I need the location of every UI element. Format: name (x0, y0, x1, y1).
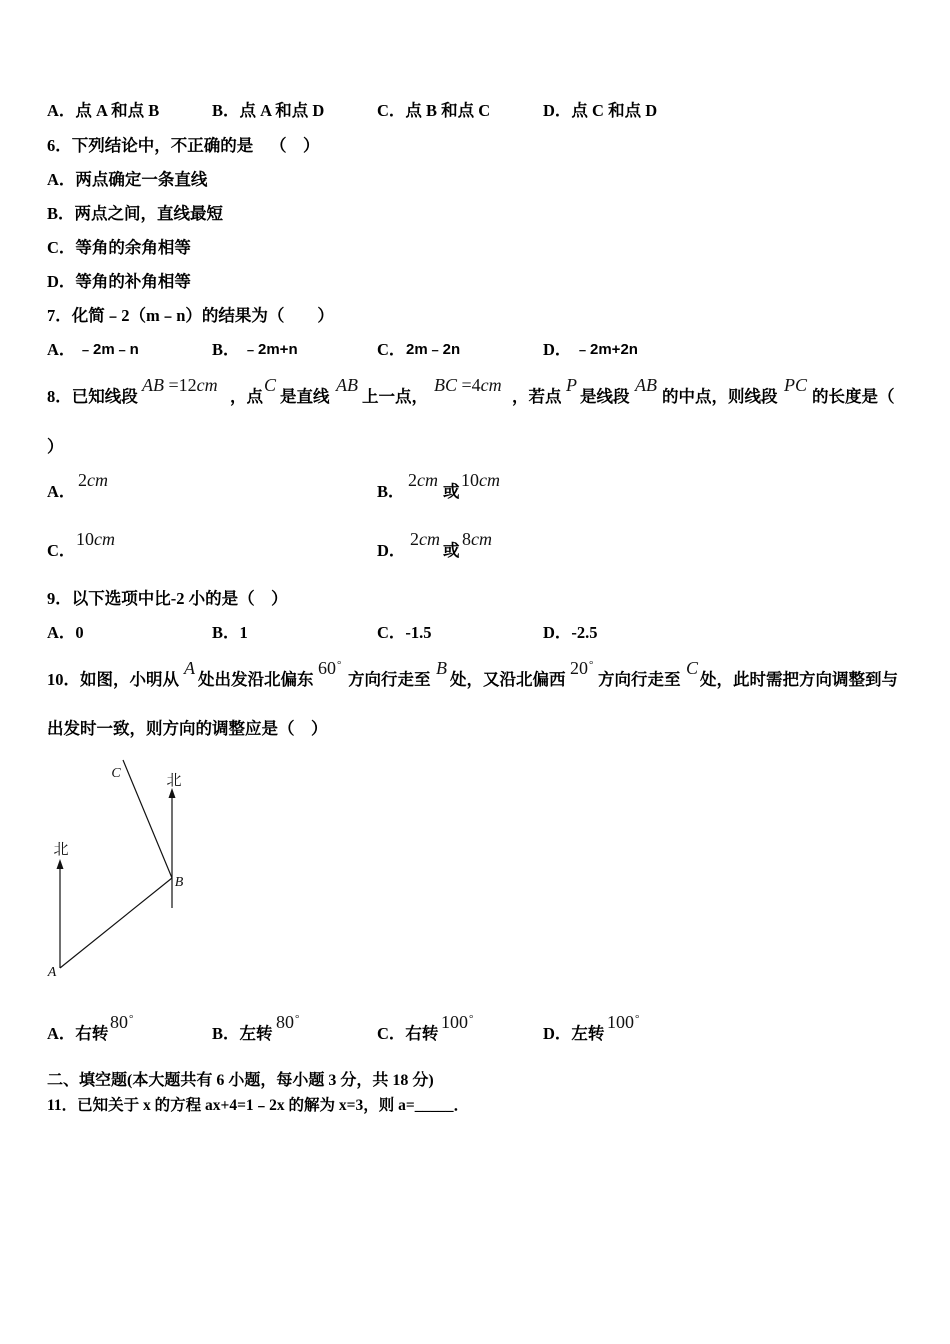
q7-option-c-label: C． (377, 340, 406, 359)
q8-stem-text: 的中点，则线段 (662, 387, 778, 406)
option-label: D． (543, 1024, 572, 1043)
math-run: 10 (76, 529, 94, 549)
option-label: A． (47, 170, 76, 189)
q10-math-point-a (184, 658, 195, 678)
q7-option-a-label: A． (47, 340, 76, 359)
q8-options-row-2 (0, 529, 950, 561)
q10-option-b (212, 1024, 273, 1044)
option-label: B． (47, 204, 75, 223)
q7-stem-row (0, 306, 950, 326)
q6-answer-bracket: （ ） (270, 136, 320, 155)
q10-math-point-b (436, 658, 447, 678)
q10-stem-row-1 (0, 658, 950, 690)
option-text: 点 A 和点 B (75, 101, 160, 120)
q8-option-a-label: A． (47, 482, 76, 501)
q9-option-c (377, 623, 432, 643)
math-run: cm (479, 470, 500, 490)
point-b-label: B (174, 875, 184, 890)
math-run: AB (142, 375, 169, 395)
option-text: 右转 (405, 1024, 439, 1043)
north-label-at-b: 北 (166, 773, 182, 789)
q6-stem: 6．下列结论中，不正确的是 (47, 136, 254, 155)
q8-math-segment-ab (635, 375, 657, 395)
q10-stem-text: 10．如图，小明从 (47, 670, 179, 689)
math-run: 2 (410, 529, 419, 549)
math-run: AB (635, 375, 657, 395)
q10-stem-row-2 (0, 719, 950, 739)
q10-stem-line2: 出发时一致，则方向的调整应是（ ） (47, 719, 328, 738)
north-label-at-a: 北 (53, 842, 69, 858)
option-text: 点 A 和点 D (239, 101, 325, 120)
option-label: B． (212, 1024, 240, 1043)
section2-heading: 二、填空题(本大题共有 6 小题，每小题 3 分，共 18 分) (47, 1072, 434, 1089)
math-run: =4 (461, 375, 481, 395)
q10-stem-text: 处出发沿北偏东 (198, 670, 314, 689)
q6-option-c (47, 238, 191, 258)
option-text: 点 B 和点 C (405, 101, 491, 120)
q8-option-b-value (408, 470, 438, 490)
degree-sign: ° (337, 659, 342, 671)
degree-sign: ° (469, 1013, 474, 1025)
math-run: 2 (408, 470, 417, 490)
q9-option-d (543, 623, 598, 643)
math-run: cm (480, 375, 502, 395)
option-text: 右转 (75, 1024, 109, 1043)
math-run: cm (471, 529, 492, 549)
degree-sign: ° (589, 659, 594, 671)
q7-option-a-text: ﹣2m﹣n (78, 341, 139, 358)
q8-option-d-connector: 或 (443, 541, 460, 560)
option-text: 0 (75, 623, 84, 642)
q10-option-c (377, 1024, 438, 1044)
q9-stem-row (0, 589, 950, 609)
q6-option-c-row (0, 238, 950, 258)
q6-option-a (47, 170, 207, 190)
q8-stem-text: ，点 (230, 387, 263, 406)
q10-math-angle-20 (570, 658, 593, 678)
math-run: BC (434, 375, 462, 395)
option-text: 点 C 和点 D (571, 101, 658, 120)
option-label: B． (212, 101, 240, 120)
q6-option-b (47, 204, 223, 224)
q10-option-a-angle (110, 1012, 133, 1032)
q7-option-d-label: D． (543, 340, 572, 359)
q11-stem: 11．已知关于 x 的方程 ax+4=1﹣2x 的解为 x=3，则 a=_____． (47, 1097, 469, 1114)
math-run: cm (87, 470, 108, 490)
math-run: AB (336, 375, 358, 395)
angle-value: 80 (276, 1012, 294, 1032)
q9-stem: 9．以下选项中比-2 小的是（ ） (47, 589, 288, 608)
degree-sign: ° (635, 1013, 640, 1025)
q10-stem-text: 处，此时需把方向调整到与 (700, 670, 898, 689)
q8-option-c-value (76, 529, 115, 549)
q5-option-d (543, 101, 657, 121)
q5-option-a (47, 101, 159, 121)
q8-option-b-connector: 或 (443, 482, 460, 501)
q8-math-segment-pc (784, 375, 807, 395)
q8-option-a-value (78, 470, 108, 490)
math-run: =12 (168, 375, 197, 395)
q10-options-row (0, 1012, 950, 1044)
q7-option-d-text: ﹣2m+2n (575, 341, 638, 358)
q8-option-d-value2 (462, 529, 492, 549)
q10-math-angle-60 (318, 658, 341, 678)
q9-option-b (212, 623, 248, 643)
option-label: C． (377, 101, 406, 120)
q8-stem-row (0, 375, 950, 407)
q6-option-d (47, 272, 191, 292)
math-run: cm (196, 375, 218, 395)
math-run: C (686, 658, 699, 678)
angle-value: 20 (570, 658, 588, 678)
angle-value: 100 (441, 1012, 468, 1032)
q10-stem-text: 方向行走至 (348, 670, 431, 689)
option-label: C． (47, 238, 76, 257)
option-text: 左转 (571, 1024, 605, 1043)
math-run: C (264, 375, 277, 395)
q8-stem-text: 上一点， (362, 387, 428, 406)
math-run: cm (94, 529, 115, 549)
q8-stem-text: 8．已知线段 (47, 387, 138, 406)
q5-options-row (0, 101, 950, 121)
q10-option-d (543, 1024, 604, 1044)
q10-stem-text: 处，又沿北偏西 (450, 670, 566, 689)
angle-value: 80 (110, 1012, 128, 1032)
q6-option-d-row (0, 272, 950, 292)
q7-options-row (0, 340, 950, 360)
q8-stem-text: ，若点 (512, 387, 562, 406)
angle-value: 60 (318, 658, 336, 678)
q7-option-b-label: B． (212, 340, 240, 359)
q5-option-c (377, 101, 490, 121)
q6-option-a-row (0, 170, 950, 190)
section2-heading-row (0, 1071, 950, 1091)
option-label: D． (543, 623, 572, 642)
angle-value: 100 (607, 1012, 634, 1032)
math-run: PC (784, 375, 808, 395)
q10-option-d-angle (607, 1012, 639, 1032)
q5-option-b (212, 101, 324, 121)
option-text: -2.5 (571, 623, 598, 642)
math-run: cm (417, 470, 438, 490)
q8-option-d-label: D． (377, 541, 406, 560)
q8-option-b-label: B． (377, 482, 405, 501)
option-label: C． (377, 623, 406, 642)
option-label: D． (543, 101, 572, 120)
option-label: D． (47, 272, 76, 291)
q7-stem: 7．化简﹣2（m﹣n）的结果为（ ） (47, 306, 334, 325)
q6-stem-row (0, 136, 950, 156)
q10-option-a (47, 1024, 108, 1044)
q8-stem-text: 是直线 (280, 387, 330, 406)
math-run: B (436, 658, 447, 678)
option-label: B． (212, 623, 240, 642)
option-label: C． (377, 1024, 406, 1043)
math-run: P (566, 375, 577, 395)
option-label: A． (47, 1024, 76, 1043)
q8-stem-close-row (0, 437, 950, 457)
option-label: A． (47, 101, 76, 120)
q8-math-line-ab (336, 375, 358, 395)
q9-option-a (47, 623, 84, 643)
q8-stem-text: 的长度是（ (812, 387, 895, 406)
q7-option-b-text: ﹣2m+n (243, 341, 298, 358)
q10-stem-text: 方向行走至 (598, 670, 681, 689)
q8-stem-text: 是线段 (580, 387, 630, 406)
option-text: 等角的补角相等 (75, 272, 191, 291)
path-b-to-c (123, 760, 172, 878)
option-text: -1.5 (405, 623, 432, 642)
q8-option-b-value2 (461, 470, 500, 490)
q10-math-point-c (686, 658, 698, 678)
q8-math-point-c (264, 375, 276, 395)
q10-direction-figure (40, 755, 200, 985)
path-a-to-b (60, 878, 172, 968)
math-run: 8 (462, 529, 471, 549)
math-run: 2 (78, 470, 87, 490)
degree-sign: ° (129, 1013, 134, 1025)
option-text: 等角的余角相等 (75, 238, 191, 257)
q8-option-c-label: C． (47, 541, 76, 560)
north-arrowhead-at-b (169, 788, 176, 798)
degree-sign: ° (295, 1013, 300, 1025)
q7-option-c-text: 2m﹣2n (406, 341, 461, 358)
q8-math-ab-length (142, 375, 218, 395)
math-run: 10 (461, 470, 479, 490)
point-c-label: C (111, 766, 121, 781)
q9-options-row (0, 623, 950, 643)
option-text: 1 (239, 623, 248, 642)
q8-options-row-1 (0, 470, 950, 502)
q8-math-bc-length (434, 375, 502, 395)
q10-option-c-angle (441, 1012, 473, 1032)
q11-stem-row (0, 1096, 950, 1116)
q6-option-b-row (0, 204, 950, 224)
q8-option-d-value (410, 529, 440, 549)
math-run: cm (419, 529, 440, 549)
q8-math-point-p (566, 375, 577, 395)
option-label: A． (47, 623, 76, 642)
q10-option-b-angle (276, 1012, 299, 1032)
option-text: 两点之间，直线最短 (74, 204, 224, 223)
option-text: 左转 (239, 1024, 273, 1043)
point-a-label: A (47, 965, 57, 980)
option-text: 两点确定一条直线 (75, 170, 208, 189)
north-arrowhead-at-a (57, 859, 64, 869)
math-run: A (184, 658, 195, 678)
q8-stem-close: ） (47, 437, 64, 456)
